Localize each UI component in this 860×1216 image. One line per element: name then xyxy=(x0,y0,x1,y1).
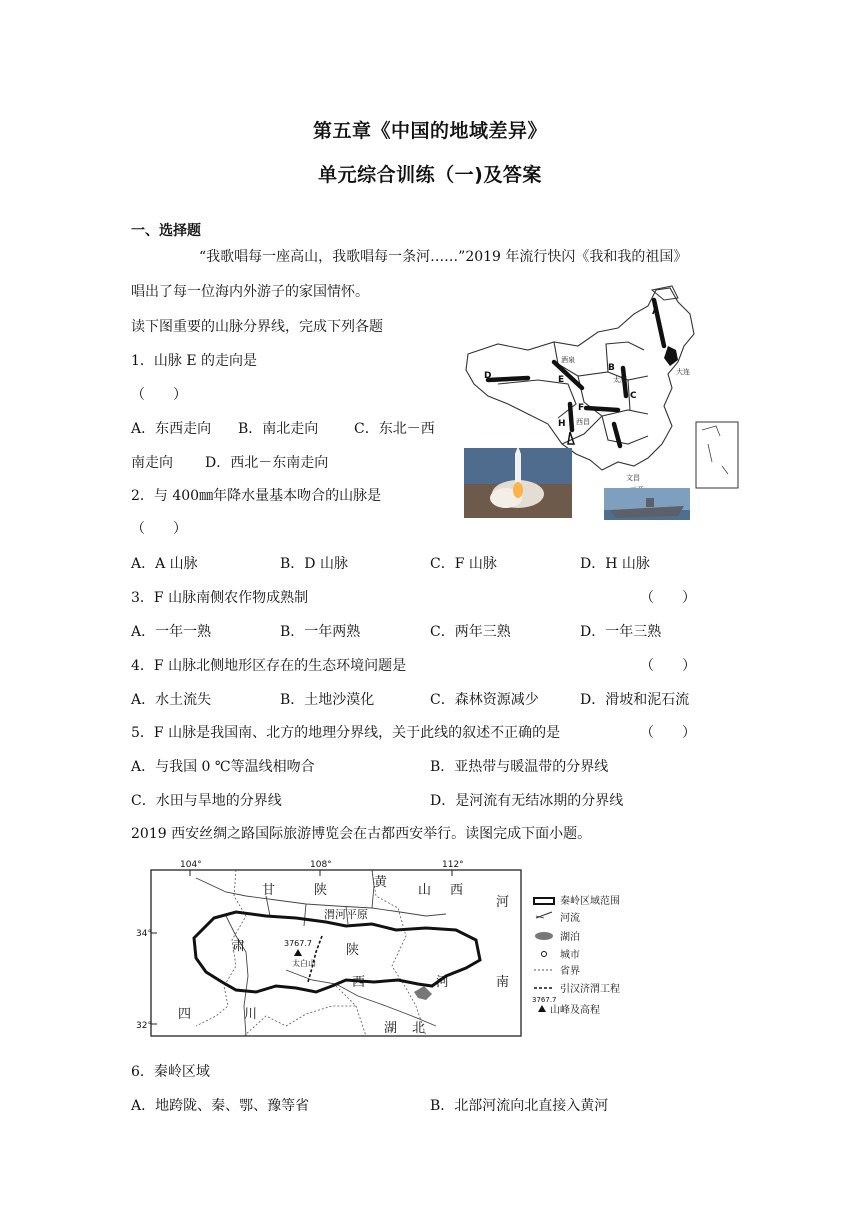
legend-river: 河流 xyxy=(560,913,580,924)
question-5-paren: （ ） xyxy=(640,725,696,741)
peak-name: 太白山 xyxy=(292,959,316,968)
question-4-option-a: A．水土流失 xyxy=(131,692,212,708)
question-2-paren: （ ） xyxy=(131,521,187,537)
rocket-photo xyxy=(464,446,572,518)
label-b: B xyxy=(608,363,615,373)
prov-nan: 南 xyxy=(496,975,510,990)
question-5-option-c: C．水田与旱地的分界线 xyxy=(131,793,282,809)
question-4-stem: 4．F 山脉北侧地形区存在的生态环境问题是 xyxy=(131,658,407,674)
peak-value: 3767.7 xyxy=(284,939,312,948)
page-title: 第五章《中国的地域差异》 xyxy=(312,120,547,142)
legend-region: 秦岭区域范围 xyxy=(560,896,620,907)
lon-label-104: 104° xyxy=(180,860,202,870)
city-taiyuan: 太原 xyxy=(613,376,627,384)
label-d: D xyxy=(484,371,492,381)
lat-label-32: 32° xyxy=(136,1021,152,1031)
map-frame xyxy=(151,870,521,1036)
label-c: C xyxy=(630,391,637,401)
intro-line-2: 唱出了每一位海内外游子的家国情怀。 xyxy=(131,284,369,300)
prov-xi-1: 西 xyxy=(450,883,464,898)
lon-label-112: 112° xyxy=(442,860,464,870)
question-5-option-b: B．亚热带与暖温带的分界线 xyxy=(430,759,609,775)
lon-label-108: 108° xyxy=(310,860,332,870)
question-4-paren: （ ） xyxy=(640,658,696,674)
question-3-paren: （ ） xyxy=(640,590,696,606)
label-f: F xyxy=(578,403,585,413)
river-huang: 黄 xyxy=(374,875,388,890)
prov-gan: 甘 xyxy=(262,883,276,898)
intro-line-1: “我歌唱每一座高山，我歌唱每一条河……”2019 年流行快闪《我和我的祖国》 xyxy=(199,249,688,265)
question-2-stem: 2．与 400㎜年降水量基本吻合的山脉是 xyxy=(131,488,382,504)
question-6-option-b: B．北部河流向北直接入黄河 xyxy=(430,1098,609,1114)
legend-city: 城市 xyxy=(560,950,580,961)
legend-peak-value: 3767.7 xyxy=(532,996,557,1004)
legend-border: 省界 xyxy=(560,966,580,977)
legend-diversion: 引汉济渭工程 xyxy=(560,984,620,995)
intro-line-3: 读下图重要的山脉分界线，完成下列各题 xyxy=(131,319,383,335)
legend-lake: 湖泊 xyxy=(560,932,580,943)
question-2-option-a: A．A 山脉 xyxy=(131,556,198,572)
question-4-option-b: B．土地沙漠化 xyxy=(280,692,375,708)
liaodong-mark xyxy=(664,346,678,366)
city-wenchang: 文昌 xyxy=(626,474,640,482)
range-extra-line xyxy=(614,424,620,446)
qinling-map-figure xyxy=(136,856,636,1042)
question-5-option-a: A．与我国 0 ℃等温线相吻合 xyxy=(131,759,315,775)
question-2-option-c: C．F 山脉 xyxy=(430,556,497,572)
question-1-option-d: D．西北－东南走向 xyxy=(205,455,329,471)
question-2-option-b: B．D 山脉 xyxy=(280,556,348,572)
question-3-option-b: B．一年两熟 xyxy=(280,624,361,640)
range-d-line xyxy=(488,378,528,380)
label-e: E xyxy=(558,375,565,385)
prov-bei: 北 xyxy=(412,1021,426,1036)
section-heading: 一、选择题 xyxy=(131,223,201,239)
prov-si: 四 xyxy=(178,1007,192,1022)
question-6-option-a: A．地跨陇、秦、鄂、豫等省 xyxy=(131,1098,310,1114)
question-3-option-d: D．一年三熟 xyxy=(580,624,662,640)
label-a: A xyxy=(652,307,659,317)
label-h: H xyxy=(558,419,566,429)
city-xichang: 西昌 xyxy=(576,418,590,426)
question-3-stem: 3．F 山脉南侧农作物成熟制 xyxy=(131,590,309,606)
question-1-paren: （ ） xyxy=(131,387,187,403)
prov-hu: 湖 xyxy=(384,1021,398,1036)
legend-peak: 山峰及高程 xyxy=(550,1005,600,1016)
question-3-option-a: A．一年一熟 xyxy=(131,624,212,640)
question-1-stem: 1．山脉 E 的走向是 xyxy=(131,353,258,369)
intro-line-4: 2019 西安丝绸之路国际旅游博览会在古都西安举行。读图完成下面小题。 xyxy=(131,826,592,842)
prov-shaan-1: 陕 xyxy=(314,883,328,898)
question-4-option-d: D．滑坡和泥石流 xyxy=(580,692,690,708)
question-5-stem: 5．F 山脉是我国南、北方的地理分界线，关于此线的叙述不正确的是 xyxy=(131,725,561,741)
prov-shan: 山 xyxy=(418,883,432,898)
page-subtitle: 单元综合训练（一)及答案 xyxy=(318,164,542,186)
question-2-option-d: D．H 山脉 xyxy=(580,556,650,572)
question-4-option-c: C．森林资源减少 xyxy=(430,692,539,708)
question-1-option-b: B．南北走向 xyxy=(238,421,319,437)
map-legend xyxy=(532,894,620,1016)
river-he-1: 河 xyxy=(496,895,510,910)
prov-chuan: 川 xyxy=(244,1007,258,1022)
question-1-option-c-cont: 南走向 xyxy=(131,455,173,471)
question-1-option-c: C．东北－西 xyxy=(354,421,435,437)
range-h-line xyxy=(570,404,572,430)
prov-su: 肃 xyxy=(232,939,246,954)
range-f-line xyxy=(586,408,618,410)
weihe-plain: 渭河平原 xyxy=(324,908,368,921)
city-dalian: 大连 xyxy=(676,368,690,376)
question-6-stem: 6．秦岭区域 xyxy=(131,1064,210,1080)
lat-label-34: 34° xyxy=(136,929,152,939)
question-1-option-a: A．东西走向 xyxy=(131,421,212,437)
prov-he-2: 河 xyxy=(436,975,450,990)
question-5-option-d: D．是河流有无结冰期的分界线 xyxy=(430,793,624,809)
prov-xi-2: 西 xyxy=(352,975,366,990)
city-jiuquan: 酒泉 xyxy=(561,356,575,364)
prov-shaan-2: 陕 xyxy=(346,943,360,958)
carrier-photo xyxy=(604,488,690,520)
question-3-option-c: C．两年三熟 xyxy=(430,624,511,640)
china-map-figure xyxy=(458,284,740,520)
